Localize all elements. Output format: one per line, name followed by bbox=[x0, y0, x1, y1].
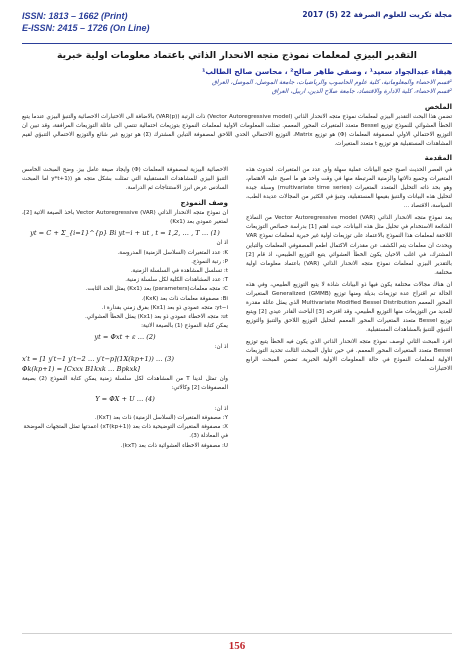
where-label: اذ ان bbox=[216, 240, 228, 247]
model-heading: وصف النموذج bbox=[180, 199, 228, 208]
affiliation-1: ¹قسم الاحصاء والمعلوماتية، كلية علوم الحاسوب والرياضيات، جامعة الموصل، الموصل، العراق bbox=[211, 79, 452, 86]
abstract-text: تضمن هذا البحث التقدير البيزي لمعلمات نموذج متجه الانحدار الذاتي (Vector Autoregressive model) ذات الرتبة (VAR(p)) بالاضافة الى الاختبارات الاحصائية والتنبؤ البيزي عندما يتبع الخطأ العشوائي للنموذج توزيع Bessel متعدد المتغيرات المحور المعمم. تمثلت المعلومات الاولية لمعلمات النموذج بتوزيعات احتمالية تنتمي الى عائلة التوزيعات المرافقة، وقد تبين ان التوزيع الاحتمالي الاولي لمصفوفة المعلمات (Φ) هو توزيع Matrix، التوزيع الاحتمالي الحدي اللاحق لمصفوفة التباين المشترك (Ʃ) هو توزيع غير شائع والتوزيع الاحتمالي التنبؤي لقيم المشاهدات المستقبلية هو توزيع t متعدد المتغيرات. bbox=[22, 113, 453, 148]
issn-print: ISSN: 1813 – 1662 (Print) bbox=[22, 11, 128, 21]
footer-rule bbox=[22, 633, 452, 634]
equation-3: x′t = [1 y′t−1 y′t−2 … y′t−p](1X(kp+1)) … (3) bbox=[22, 354, 174, 363]
intro-paragraph-4: افرد المبحث الثاني لوصف نموذج متجه الانحدار الذاتي الذي يكون فيه الخطأ يتبع توزيع Bessel متعدد المتغيرات المحور المعمم. في حين تناول المبحث الثالث تحديد التوزيعات الاولية لمعلمات النموذج في حالة المعلومات الاولية الخبرية. تضمن المبحث الرابع الاختبارات bbox=[246, 339, 452, 373]
issn-online: E-ISSN: 2415 – 1726 (On Line) bbox=[22, 23, 150, 34]
affiliation-2: ²قسم الاحصاء، كلية الادارة والاقتصاد، جامعة صلاح الدين، اربيل، العراق bbox=[271, 87, 452, 95]
intro-heading: المقدمة bbox=[424, 154, 452, 163]
journal-name: مجلة تكريت للعلوم الصرفة 22 (5) 2017 bbox=[302, 10, 452, 19]
running-header bbox=[22, 10, 452, 40]
var-U: U: مصفوفة الاخطاء العشوائية ذات بعد (kxT). bbox=[120, 442, 228, 449]
var-T: T: عدد المشاهدات الكلية لكل سلسلة زمنية. bbox=[125, 277, 228, 284]
intro-paragraph-1: في العصر الحديث اصبح جمع البيانات عملية سهلة واي عدد من المتغيرات. لحدوث هذه المتغيرات وجميع دالاتها والزمنية المرتبطة منها في وقت واحد هو ما اصبح عليه الاهتمام، وهو بحد ذاته التحليل المتعدد المتغيرات (multivariate time series) وسبلة جيدة لتحليل هذه البيانات والتنبؤ بقيمها المستقبلية، وتنبؤ في الكثير من المجالات عديدة الطب، السياسة، الاقتصاد ... bbox=[246, 167, 452, 210]
variable-list-1 bbox=[22, 239, 228, 322]
abstract-heading: الملخص bbox=[424, 102, 452, 111]
issn-block bbox=[22, 10, 150, 34]
author-list: هيفاء عبدالجواد سعيد¹ ، وصفي طاهر صالح² ، محاسن صالح الطالب¹ bbox=[202, 67, 452, 76]
var-X: X: مصفوفة المتغيرات التوضيحية ذات بعد ((kp+1)xT) اعمدتها تمثل المتجهات الموضحة في المعادلة (3). bbox=[23, 424, 228, 440]
matrix-form-text: وان تمثل لدينا T من المشاهدات لكل سلسلة زمنية يمكن كتابة النموذج (2) بصيغة المصفوفات [2] وكالاتي: bbox=[22, 375, 228, 391]
right-column bbox=[246, 166, 452, 451]
var-p: P: رتبة النموذج. bbox=[191, 258, 228, 265]
where-label-2: اذ ان: bbox=[214, 344, 228, 351]
model-rewrite-text: يمكن كتابة النموذج (1) بالصيغة الاتية: bbox=[141, 323, 228, 330]
intro-paragraph-2: يعد نموذج متجه الانحدار الذاتي Vector Autoregressive model (VAR) من النماذج الشائعة الاستخدام في تحليل مثل هذه البيانات، حيث اهتم [1] بدراسة خصائص التوزيعات اللاحقة لمعلمات هذا النموذج بالاعتماد على توزيعات اولية غير خبرية لمعلمات نموذج VAR ويحدث ان معلمات يتم الكشف عن مقدرات الاكتمال اطعم المصفوفي المعلمات والتباين المشترك، في اغلب الاحيان يكون الخطأ العشوائي يتبع التوزيع الطبيعي، اذ قام [2] بالتقدير البيزي لمعلمات نموذج متجه الانحدار الذاتي (VAR) باعتماد معلومات اولية مختلفة. bbox=[246, 215, 452, 276]
intro-paragraph-3: ان هناك مجالات مختلفة يكون فيها ذو البيانات شاذة لا يتبع التوزيع الطبيعي، وفي هذه الحالة تم اقتراح عدة توزيعات بديلة ومنها توزيع Generalized (GMMB) المتغيرات المحور المعمم Multivariate Modified Bessel Distribution الذي يمثل عائلة مقدرة للعديد من التوزيعات منها التوزيع الطبيعي، وقد اقترحه [3] الباحث القادر عيدي [2] ويتبع توزيع Bessel متعدد المتغيرات المحور المعمم لتحليل التوزيع اللاحق والتنبؤ والتوزيع التنبؤي للتنبؤ بالمشاهدات المستقبلية. bbox=[246, 281, 452, 333]
equation-3b: Φk(kp+1) = [Cxxx B1kxk … Bpkxk] bbox=[22, 364, 140, 373]
var-Y: Y: مصفوفة المتغيرات (السلاسل الزمنية) ذات بعد (KxT). bbox=[94, 414, 228, 421]
var-k: K: عدد المتغيرات (السلاسل الزمنية) المدروسة. bbox=[117, 249, 228, 256]
model-paragraph: ان نموذج متجه الانحدار الذاتي Vector Autoregressive (VAR) باخذ الصيغة الاتية [2]، لمتغير عمودي بعد (Kx1) bbox=[22, 210, 229, 226]
var-c: C: متجه معلمات(parameters) بعد (Kx1) يمثل الحد الثابت. bbox=[85, 286, 228, 293]
var-u: ut: متجه الاخطاء عمودي ذو بعد (Kx1) يمثل الخطأ العشوائي. bbox=[85, 314, 228, 321]
left-paragraph-1: الاحصائية البيزية لمصفوفة المعلمات (Φ) وايجاد صيغة عامل بيز. وضح المبحث الخامس التنبؤ البيزي للمشاهدات المستقبلية التي تمثلت بشكل متجه هو ((y*t+1 اما المبحث السادس عرض ابرز الاستنتاجات ثم الدراسة. bbox=[22, 167, 228, 192]
equation-1: yt = C + Σ_{i=1}^{p} Bi yt−i + ut , t = 1,2, … , T … (1) bbox=[30, 229, 220, 238]
page-number: 156 bbox=[228, 640, 246, 652]
var-b: Bi: مصفوفة معلمات ذات بعد (KxK). bbox=[141, 295, 228, 302]
two-column-body bbox=[22, 166, 452, 451]
var-t: t: تسلسل المشاهدة في السلسلة الزمنية. bbox=[130, 268, 228, 275]
variable-list-2 bbox=[22, 405, 228, 451]
where-label-3: اذ ان: bbox=[214, 405, 228, 412]
header-rule bbox=[22, 43, 452, 44]
var-y-lag: yt−i: متجه عمودي ذو بعد (Kx1) بفرق زمني بقدارة i. bbox=[101, 304, 228, 311]
left-column bbox=[22, 166, 228, 451]
equation-2: yt = Φxt + ε … (2) bbox=[94, 333, 156, 342]
paper-title: التقدير البيزي لمعلمات نموذج متجه الانحدار الذاتي باعتماد معلومات اولية خبرية bbox=[57, 50, 417, 61]
equation-4: Y = ΦX + U … (4) bbox=[95, 394, 155, 403]
